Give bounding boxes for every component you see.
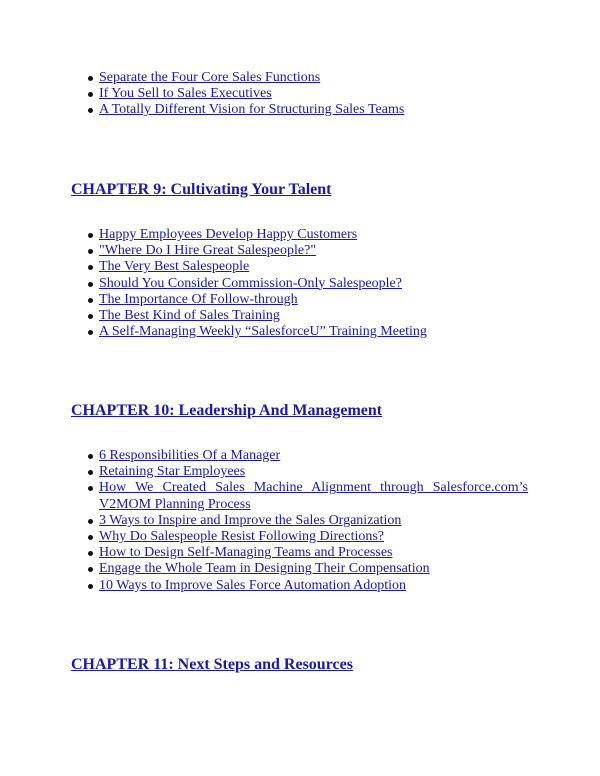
chapter-9-link[interactable]: CHAPTER 9: Cultivating Your Talent	[71, 181, 332, 198]
toc-link[interactable]: The Very Best Salespeople	[99, 259, 250, 275]
toc-link[interactable]: The Best Kind of Sales Training	[99, 308, 280, 324]
list-item	[86, 561, 528, 577]
toc-link[interactable]: A Self-Managing Weekly “SalesforceU” Training Meeting	[99, 324, 427, 340]
toc-link[interactable]: How to Design Self-Managing Teams and Processes	[99, 545, 393, 561]
list-item	[86, 480, 528, 512]
list-item	[86, 308, 427, 324]
toc-link[interactable]: 3 Ways to Inspire and Improve the Sales Organization	[99, 512, 402, 528]
chapter-9-list	[86, 227, 427, 340]
list-item	[86, 545, 528, 561]
toc-link[interactable]: Should You Consider Commission-Only Salespeople?	[99, 275, 402, 291]
list-item	[86, 529, 528, 545]
toc-link[interactable]: Happy Employees Develop Happy Customers	[99, 227, 358, 242]
toc-link-continuation[interactable]: V2MOM Planning Process	[99, 496, 251, 512]
chapter-11-link[interactable]: CHAPTER 11: Next Steps and Resources	[71, 656, 353, 673]
toc-link[interactable]: A Totally Different Vision for Structuring Sales Teams	[99, 102, 405, 118]
chapter-10-heading	[71, 401, 382, 421]
toc-link[interactable]: Why Do Salespeople Resist Following Directions?	[99, 529, 385, 545]
toc-link[interactable]: The Importance Of Follow-through	[99, 291, 298, 307]
list-item	[86, 70, 404, 86]
list-item	[86, 578, 528, 594]
list-item	[86, 86, 404, 102]
toc-link[interactable]: Separate the Four Core Sales Functions	[99, 70, 321, 85]
chapter-10-link[interactable]: CHAPTER 10: Leadership And Management	[71, 402, 383, 419]
list-item	[86, 464, 528, 480]
list-item	[86, 276, 427, 292]
toc-link[interactable]: Engage the Whole Team in Designing Their Compensation	[99, 561, 430, 577]
toc-link[interactable]: "Where Do I Hire Great Salespeople?"	[99, 243, 317, 259]
chapter-10-list	[86, 448, 528, 594]
toc-link[interactable]: Retaining Star Employees	[99, 464, 246, 480]
list-item	[86, 259, 427, 275]
list-item	[86, 448, 528, 464]
list-item	[86, 292, 427, 308]
toc-link[interactable]: 10 Ways to Improve Sales Force Automation Adoption	[99, 577, 406, 593]
chapter-9-heading	[71, 180, 331, 200]
list-item	[86, 324, 427, 340]
toc-link[interactable]: How We Created Sales Machine Alignment through Salesforce.com’s	[99, 480, 528, 496]
list-item	[86, 513, 528, 529]
chapter-11-heading	[71, 655, 353, 675]
list-item	[86, 227, 427, 243]
toc-link[interactable]: If You Sell to Sales Executives	[99, 86, 272, 102]
section-list-previous	[86, 70, 404, 119]
list-item	[86, 243, 427, 259]
list-item	[86, 102, 404, 118]
toc-link[interactable]: 6 Responsibilities Of a Manager	[99, 448, 281, 463]
